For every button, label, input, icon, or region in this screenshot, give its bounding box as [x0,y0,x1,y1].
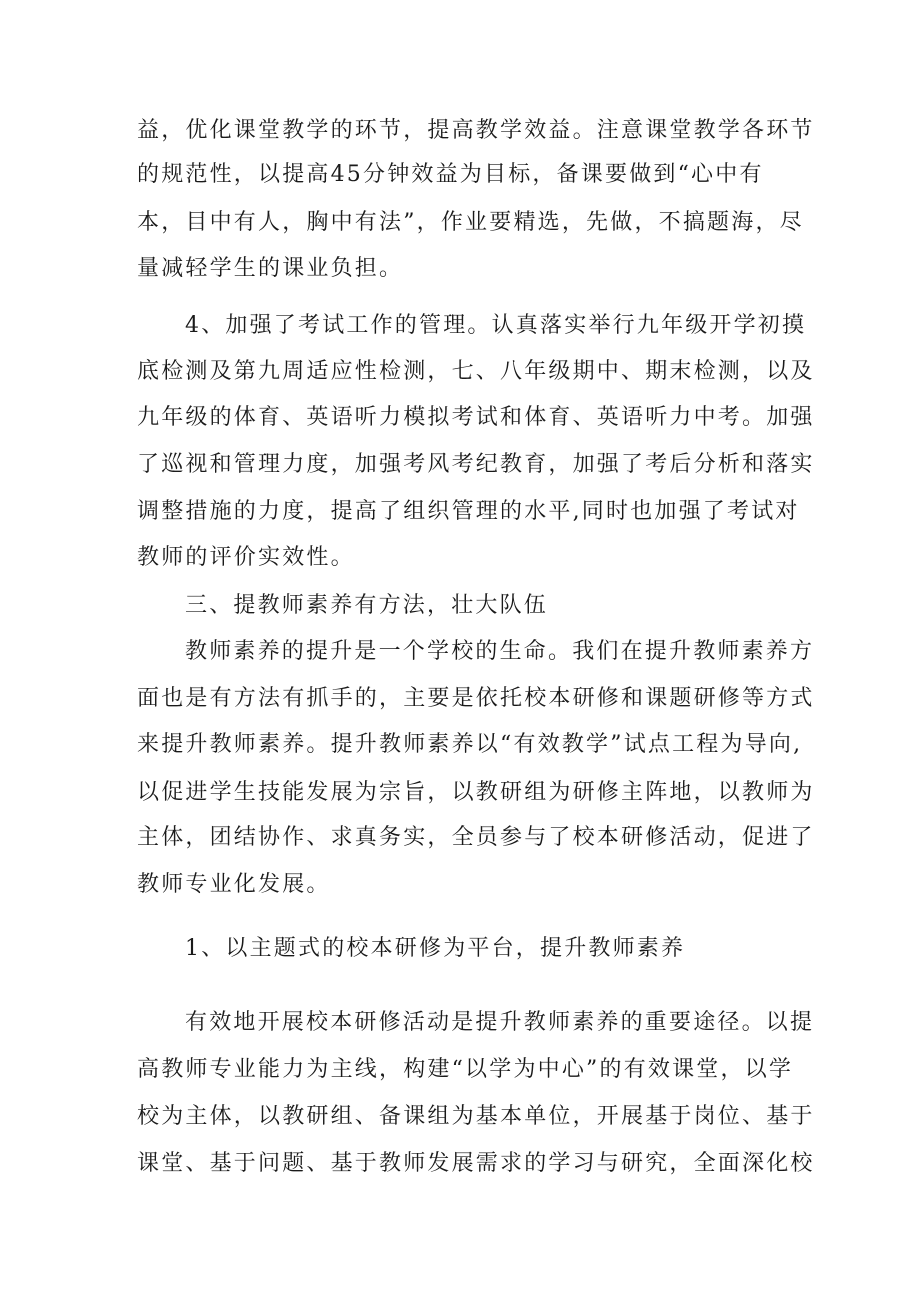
text-line: 校为主体，以教研组、备课组为基本单位，开展基于岗位、基于 [137,1104,815,1129]
section-heading: 三、提教师素养有方法，壮大队伍 [185,593,549,618]
text-line: 益，优化课堂教学的环节，提高教学效益。注意课堂教学各环节 [137,118,815,143]
text-line: 教师的评价实效性。 [137,545,355,570]
text-line: 有效地开展校本研修活动是提升教师素养的重要途径。以提 [185,1010,815,1035]
text-line: 来提升教师素养。提升教师素养以“有效教学”试点工程为导向, [137,732,803,757]
text-line: 以促进学生技能发展为宗旨，以教研组为研修主阵地，以教师为 [137,780,815,805]
text-line: 的规范性，以提高45分钟效益为目标，备课要做到“心中有 [137,162,764,187]
text-line: 课堂、基于问题、基于教师发展需求的学习与研究，全面深化校 [137,1151,815,1176]
text-line: 九年级的体育、英语听力模拟考试和体育、英语听力中考。加强 [137,405,815,430]
text-line: 主体，团结协作、求真务实，全员参与了校本研修活动，促进了 [137,825,815,850]
text-line: 本，目中有人，胸中有法”，作业要精选，先做，不搞题海，尽 [137,210,804,235]
text-line: 面也是有方法有抓手的，主要是依托校本研修和课题研修等方式 [137,686,815,711]
text-line: 调整措施的力度，提高了组织管理的水平,同时也加强了考试对 [137,499,800,524]
text-line: 了巡视和管理力度，加强考风考纪教育，加强了考后分析和落实 [137,452,815,477]
text-line: 量减轻学生的课业负担。 [137,256,404,281]
subsection-heading: 1、以主题式的校本研修为平台，提升教师素养 [185,936,686,961]
text-line: 4、加强了考试工作的管理。认真落实举行九年级开学初摸 [185,313,807,338]
text-line: 教师专业化发展。 [137,872,331,897]
text-line: 底检测及第九周适应性检测，七、八年级期中、期末检测，以及 [137,359,815,384]
text-line: 高教师专业能力为主线，构建“以学为中心”的有效课堂，以学 [137,1057,794,1082]
text-line: 教师素养的提升是一个学校的生命。我们在提升教师素养方 [185,639,815,664]
